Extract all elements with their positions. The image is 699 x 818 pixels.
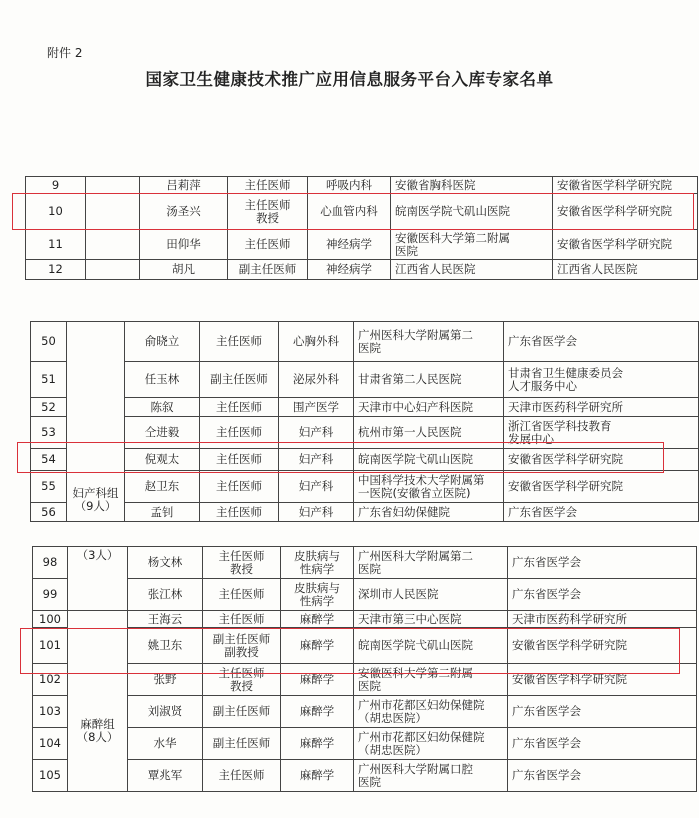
table-row <box>33 628 697 664</box>
expert-hospital: 深圳市人民医院 <box>354 579 508 611</box>
row-number: 103 <box>33 696 68 728</box>
expert-dept: 麻醉学 <box>281 696 354 728</box>
expert-dept: 妇产科 <box>279 471 354 503</box>
expert-hospital: 皖南医学院弋矶山医院 <box>391 194 553 230</box>
recommending-org: 安徽省医学科学研究院 <box>508 664 697 696</box>
table-row <box>33 760 697 792</box>
group-label: 妇产科组 （9人） <box>67 322 125 522</box>
row-number: 11 <box>26 230 86 260</box>
expert-hospital: 安徽医科大学第二附属 医院 <box>354 664 508 696</box>
row-number: 55 <box>31 471 67 503</box>
expert-hospital: 甘肃省第二人民医院 <box>354 362 504 398</box>
expert-dept: 神经病学 <box>308 260 391 280</box>
table-row <box>33 611 697 628</box>
expert-title: 主任医师 <box>203 760 281 792</box>
row-number: 100 <box>33 611 68 628</box>
recommending-org: 广东省医学会 <box>504 503 699 522</box>
expert-hospital: 皖南医学院弋矶山医院 <box>354 628 508 664</box>
expert-dept: 呼吸内科 <box>308 177 391 194</box>
blank-cell <box>86 230 140 260</box>
expert-hospital: 广州市花都区妇幼保健院 （胡忠医院） <box>354 728 508 760</box>
recommending-org: 浙江省医学科技教育 发展中心 <box>504 417 699 449</box>
expert-name: 吕莉萍 <box>140 177 228 194</box>
table-row <box>31 417 699 449</box>
expert-dept: 泌尿外科 <box>279 362 354 398</box>
blank-cell <box>86 194 140 230</box>
table-row <box>26 260 698 280</box>
recommending-org: 广东省医学会 <box>508 696 697 728</box>
expert-title: 副主任医师 <box>203 728 281 760</box>
expert-dept: 麻醉学 <box>281 628 354 664</box>
expert-name: 倪观太 <box>125 449 200 471</box>
expert-dept: 妇产科 <box>279 417 354 449</box>
page-title: 国家卫生健康技术推广应用信息服务平台入库专家名单 <box>145 70 554 89</box>
table-row <box>26 230 698 260</box>
expert-name: 胡凡 <box>140 260 228 280</box>
table-row <box>31 322 699 362</box>
blank-cell <box>86 177 140 194</box>
row-number: 10 <box>26 194 86 230</box>
table-row <box>33 579 697 611</box>
expert-hospital: 广州医科大学附属第二 医院 <box>354 547 508 579</box>
expert-dept: 麻醉学 <box>281 611 354 628</box>
expert-name: 赵卫东 <box>125 471 200 503</box>
expert-name: 任玉林 <box>125 362 200 398</box>
row-number: 50 <box>31 322 67 362</box>
row-number: 53 <box>31 417 67 449</box>
blank-cell <box>86 260 140 280</box>
row-number: 52 <box>31 398 67 417</box>
expert-table-1 <box>25 176 698 280</box>
expert-title: 副主任医师 <box>200 362 279 398</box>
row-number: 104 <box>33 728 68 760</box>
expert-title: 主任医师 <box>200 503 279 522</box>
expert-dept: 神经病学 <box>308 230 391 260</box>
expert-hospital: 广州市花都区妇幼保健院 （胡忠医院） <box>354 696 508 728</box>
expert-title: 主任医师 <box>200 322 279 362</box>
expert-name: 俞晓立 <box>125 322 200 362</box>
table-row <box>31 398 699 417</box>
row-number: 56 <box>31 503 67 522</box>
recommending-org: 天津市医药科学研究所 <box>504 398 699 417</box>
expert-title: 主任医师 <box>203 579 281 611</box>
row-number: 99 <box>33 579 68 611</box>
expert-title: 主任医师 <box>228 230 308 260</box>
attachment-label: 附件 2 <box>47 46 83 60</box>
expert-title: 主任医师 教授 <box>203 664 281 696</box>
recommending-org: 天津市医药科学研究所 <box>508 611 697 628</box>
expert-title: 主任医师 <box>200 449 279 471</box>
expert-hospital: 广州医科大学附属口腔 医院 <box>354 760 508 792</box>
expert-title: 副主任医师 <box>228 260 308 280</box>
recommending-org: 广东省医学会 <box>508 728 697 760</box>
recommending-org: 安徽省医学科学研究院 <box>553 194 698 230</box>
expert-hospital: 广州医科大学附属第二 医院 <box>354 322 504 362</box>
recommending-org: 安徽省医学科学研究院 <box>553 177 698 194</box>
row-number: 54 <box>31 449 67 471</box>
expert-name: 仝进毅 <box>125 417 200 449</box>
expert-hospital: 广东省妇幼保健院 <box>354 503 504 522</box>
row-number: 98 <box>33 547 68 579</box>
expert-name: 陈叙 <box>125 398 200 417</box>
recommending-org: 安徽省医学科学研究院 <box>553 230 698 260</box>
expert-name: 王海云 <box>128 611 203 628</box>
recommending-org: 广东省医学会 <box>508 579 697 611</box>
row-number: 102 <box>33 664 68 696</box>
expert-table-2 <box>30 321 699 522</box>
expert-name: 田仰华 <box>140 230 228 260</box>
recommending-org: 广东省医学会 <box>508 760 697 792</box>
expert-hospital: 江西省人民医院 <box>391 260 553 280</box>
expert-name: 汤圣兴 <box>140 194 228 230</box>
recommending-org: 甘肃省卫生健康委员会 人才服务中心 <box>504 362 699 398</box>
recommending-org: 安徽省医学科学研究院 <box>504 449 699 471</box>
expert-dept: 麻醉学 <box>281 728 354 760</box>
expert-hospital: 皖南医学院弋矶山医院 <box>354 449 504 471</box>
group-label-previous: （3人） <box>68 547 128 611</box>
table-row <box>31 503 699 522</box>
expert-title: 副主任医师 副教授 <box>203 628 281 664</box>
table-row <box>33 728 697 760</box>
table-row <box>33 664 697 696</box>
expert-name: 覃兆军 <box>128 760 203 792</box>
expert-dept: 麻醉学 <box>281 760 354 792</box>
recommending-org: 安徽省医学科学研究院 <box>504 471 699 503</box>
expert-table-3 <box>32 546 697 792</box>
row-number: 105 <box>33 760 68 792</box>
row-number: 12 <box>26 260 86 280</box>
row-number: 51 <box>31 362 67 398</box>
expert-hospital: 天津市中心妇产科医院 <box>354 398 504 417</box>
expert-title: 主任医师 <box>203 611 281 628</box>
table-row <box>26 177 698 194</box>
expert-title: 主任医师 <box>200 471 279 503</box>
recommending-org: 江西省人民医院 <box>553 260 698 280</box>
expert-dept: 心胸外科 <box>279 322 354 362</box>
expert-dept: 皮肤病与 性病学 <box>281 547 354 579</box>
expert-title: 主任医师 <box>200 398 279 417</box>
expert-name: 杨文林 <box>128 547 203 579</box>
row-number: 101 <box>33 628 68 664</box>
table-row <box>26 194 698 230</box>
expert-name: 水华 <box>128 728 203 760</box>
row-number: 9 <box>26 177 86 194</box>
expert-dept: 心血管内科 <box>308 194 391 230</box>
expert-dept: 麻醉学 <box>281 664 354 696</box>
expert-dept: 妇产科 <box>279 503 354 522</box>
expert-title: 副主任医师 <box>203 696 281 728</box>
table-row <box>33 547 697 579</box>
expert-title: 主任医师 教授 <box>228 194 308 230</box>
expert-hospital: 安徽医科大学第二附属 医院 <box>391 230 553 260</box>
expert-name: 姚卫东 <box>128 628 203 664</box>
recommending-org: 广东省医学会 <box>504 322 699 362</box>
expert-name: 孟钊 <box>125 503 200 522</box>
table-row <box>31 471 699 503</box>
table-row <box>31 449 699 471</box>
table-row <box>33 696 697 728</box>
expert-name: 张江林 <box>128 579 203 611</box>
group-label: 麻醉组 （8人） <box>68 611 128 792</box>
expert-title: 主任医师 <box>200 417 279 449</box>
expert-title: 主任医师 教授 <box>203 547 281 579</box>
recommending-org: 广东省医学会 <box>508 547 697 579</box>
expert-dept: 妇产科 <box>279 449 354 471</box>
expert-name: 张野 <box>128 664 203 696</box>
expert-hospital: 杭州市第一人民医院 <box>354 417 504 449</box>
expert-hospital: 安徽省胸科医院 <box>391 177 553 194</box>
table-row <box>31 362 699 398</box>
expert-dept: 围产医学 <box>279 398 354 417</box>
expert-dept: 皮肤病与 性病学 <box>281 579 354 611</box>
expert-hospital: 天津市第三中心医院 <box>354 611 508 628</box>
recommending-org: 安徽省医学科学研究院 <box>508 628 697 664</box>
expert-title: 主任医师 <box>228 177 308 194</box>
expert-hospital: 中国科学技术大学附属第 一医院(安徽省立医院) <box>354 471 504 503</box>
expert-name: 刘淑贤 <box>128 696 203 728</box>
